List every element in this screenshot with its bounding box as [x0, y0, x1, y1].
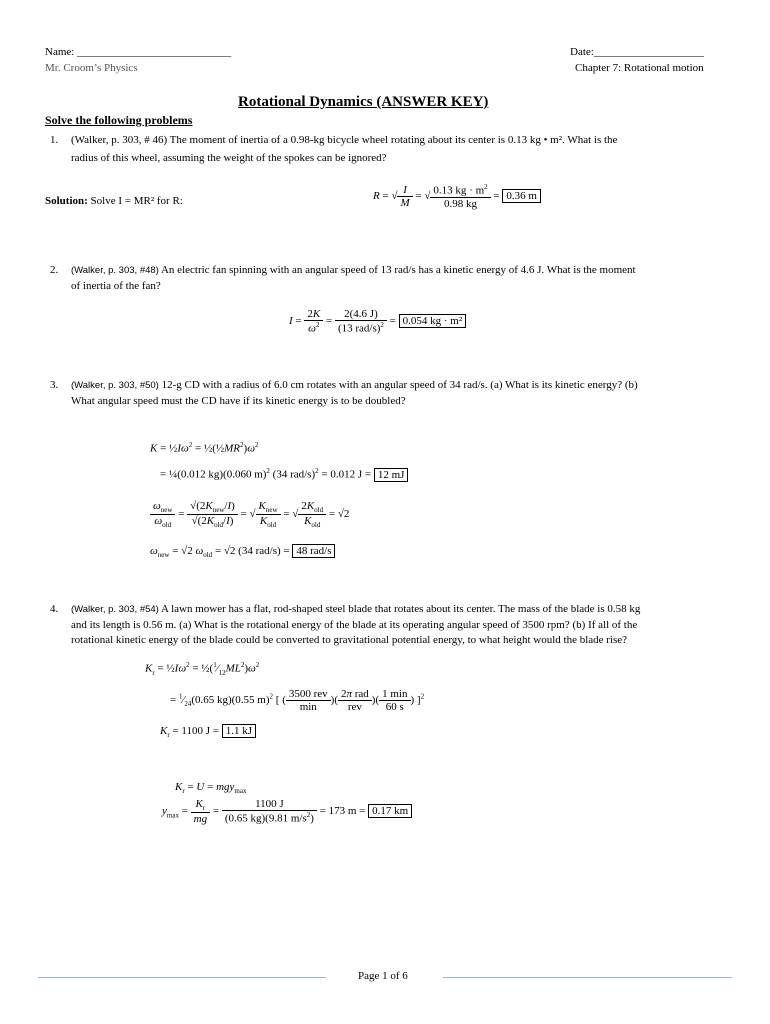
chapter-label: Chapter 7: Rotational motion: [575, 62, 704, 74]
problem-4-text-3: rotational kinetic energy of the blade could be converted to gravitational potential energy, to what height would the blade rise?: [71, 634, 628, 646]
problem-2-equation: I = $\frac{2K}{\omega^2}$ = $\frac{2(4.6 J)}{(13 rad/s)^2}$ = 0.054 kg · m²: [289, 308, 466, 335]
problem-3-text: [71, 379, 638, 391]
problem-3-line: 12-g CD with a radius of 6.0 cm rotates with an angular speed of 34 rad/s. (a) What is its kinetic energy? (b): [158, 379, 638, 391]
problem-1-text-2: radius of this wheel, assuming the weight of the spokes can be ignored?: [71, 152, 387, 164]
problem-4-text-2: and its length is 0.56 m. (a) What is the rotational energy of the blade at its operating angular speed of 3500 rpm? (b) If all of the: [71, 619, 638, 631]
problem-2-number: 2.: [50, 264, 59, 276]
problem-3-number: 3.: [50, 379, 59, 391]
problem-1-text: (Walker, p. 303, # 46) The moment of inertia of a 0.98-kg bicycle wheel rotating about its center is 0.13 kg • m². What is the: [71, 134, 618, 146]
problem-2-text-2: of inertia of the fan?: [71, 280, 161, 292]
problem-4-text: [71, 603, 640, 615]
problem-3-text-2: What angular speed must the CD have if its kinetic energy is to be doubled?: [71, 395, 406, 407]
problem-4-ref: (Walker, p. 303, #54): [71, 604, 159, 615]
solution-text: Solve I = MR² for R:: [87, 195, 183, 207]
problem-3-ref: (Walker, p. 303, #50): [71, 380, 159, 391]
problem-4-eq-2: = $^1⁄_{24}(0.65$ kg)(0.55 m)$^2$ [ ( $\frac{\text{3500 rev}}{\min}$ )( $\frac{\text{2π rad}}{\text{rev}}$ )( $\frac{1 \min}{60 s}$ ) ]$^2$: [170, 688, 425, 713]
solution-label: Solution:: [45, 195, 88, 207]
course-name: Mr. Croom’s Physics: [45, 62, 138, 74]
page-number: Page 1 of 6: [358, 970, 408, 982]
problem-2-line: An electric fan spinning with an angular speed of 13 rad/s has a kinetic energy of 4.6 J. What is the moment: [158, 264, 636, 276]
problem-3-eq-4: $\omega_{new} = √2$ $\omega_{old} = √2$ (34 rad/s) = 48 rad/s: [150, 545, 335, 559]
problem-1-solution: [45, 195, 183, 207]
problem-3-eq-2: = ¼(0.012 kg)(0.060 m)$^2$ (34 rad/s)$^2$ = 0.012 J = 12 mJ: [160, 467, 408, 481]
problem-3-eq-3: $\frac{\omega_{new}}{\omega_{old}}$ = $\frac{√(2K_{new}/I)}{√(2K_{old}/I)}$ = √ $\frac{K_{new}}{K_{old}}$ = √ $\frac{2K_{old}}{K_{old}}$ = √2: [150, 500, 349, 529]
problem-4-number: 4.: [50, 603, 59, 615]
answer-box: 0.36 m: [502, 189, 541, 203]
problem-1-equation: R = √ $\frac{I}{M}$ = √ $\frac{0.13 kg \cdot m^2}{0.98 kg}$ = 0.36 m: [373, 183, 541, 210]
problem-2-ref: (Walker, p. 303, #48): [71, 265, 159, 276]
footer-rule-left: [38, 977, 326, 978]
answer-box: 1.1 kJ: [222, 724, 256, 738]
problem-4-line: A lawn mower has a flat, rod-shaped steel blade that rotates about its center. The mass of the blade is 0.58 kg: [158, 603, 641, 615]
answer-box: 0.054 kg · m²: [399, 314, 467, 328]
problem-2-text: [71, 264, 636, 276]
problem-1-number: 1.: [50, 134, 59, 146]
problem-4-eq-5: $y_{max}$ = $\frac{K_r}{mg}$ = $\frac{1100 J}{(0.65 kg)(9.81 m/s^2)}$ = 173 m = 0.17 km: [162, 798, 412, 825]
page-title: Rotational Dynamics (ANSWER KEY): [238, 94, 489, 110]
problem-4-eq-1: $K_r$ = $\frac{1}{2}I\omega^2$ = $\frac{1}{2}(^1⁄_{12}ML^2)\omega^2$: [145, 661, 260, 677]
date-field: Date:____________________: [570, 46, 704, 58]
answer-box: 12 mJ: [374, 468, 409, 482]
problem-4-eq-3: $K_r = 1100$ J = 1.1 kJ: [160, 725, 256, 739]
answer-box: 48 rad/s: [292, 544, 335, 558]
footer-rule-right: [443, 977, 732, 978]
name-field: Name: ____________________________: [45, 46, 232, 58]
answer-box: 0.17 km: [368, 804, 412, 818]
problem-4-eq-4: $K_r = U = mgy_{max}$: [175, 781, 247, 796]
section-heading: Solve the following problems: [45, 113, 193, 127]
problem-3-eq-1: $K = \frac{1}{2}I\omega^2$ = $\frac{1}{2}(\frac{1}{2}MR^2)\omega^2$: [150, 441, 259, 455]
